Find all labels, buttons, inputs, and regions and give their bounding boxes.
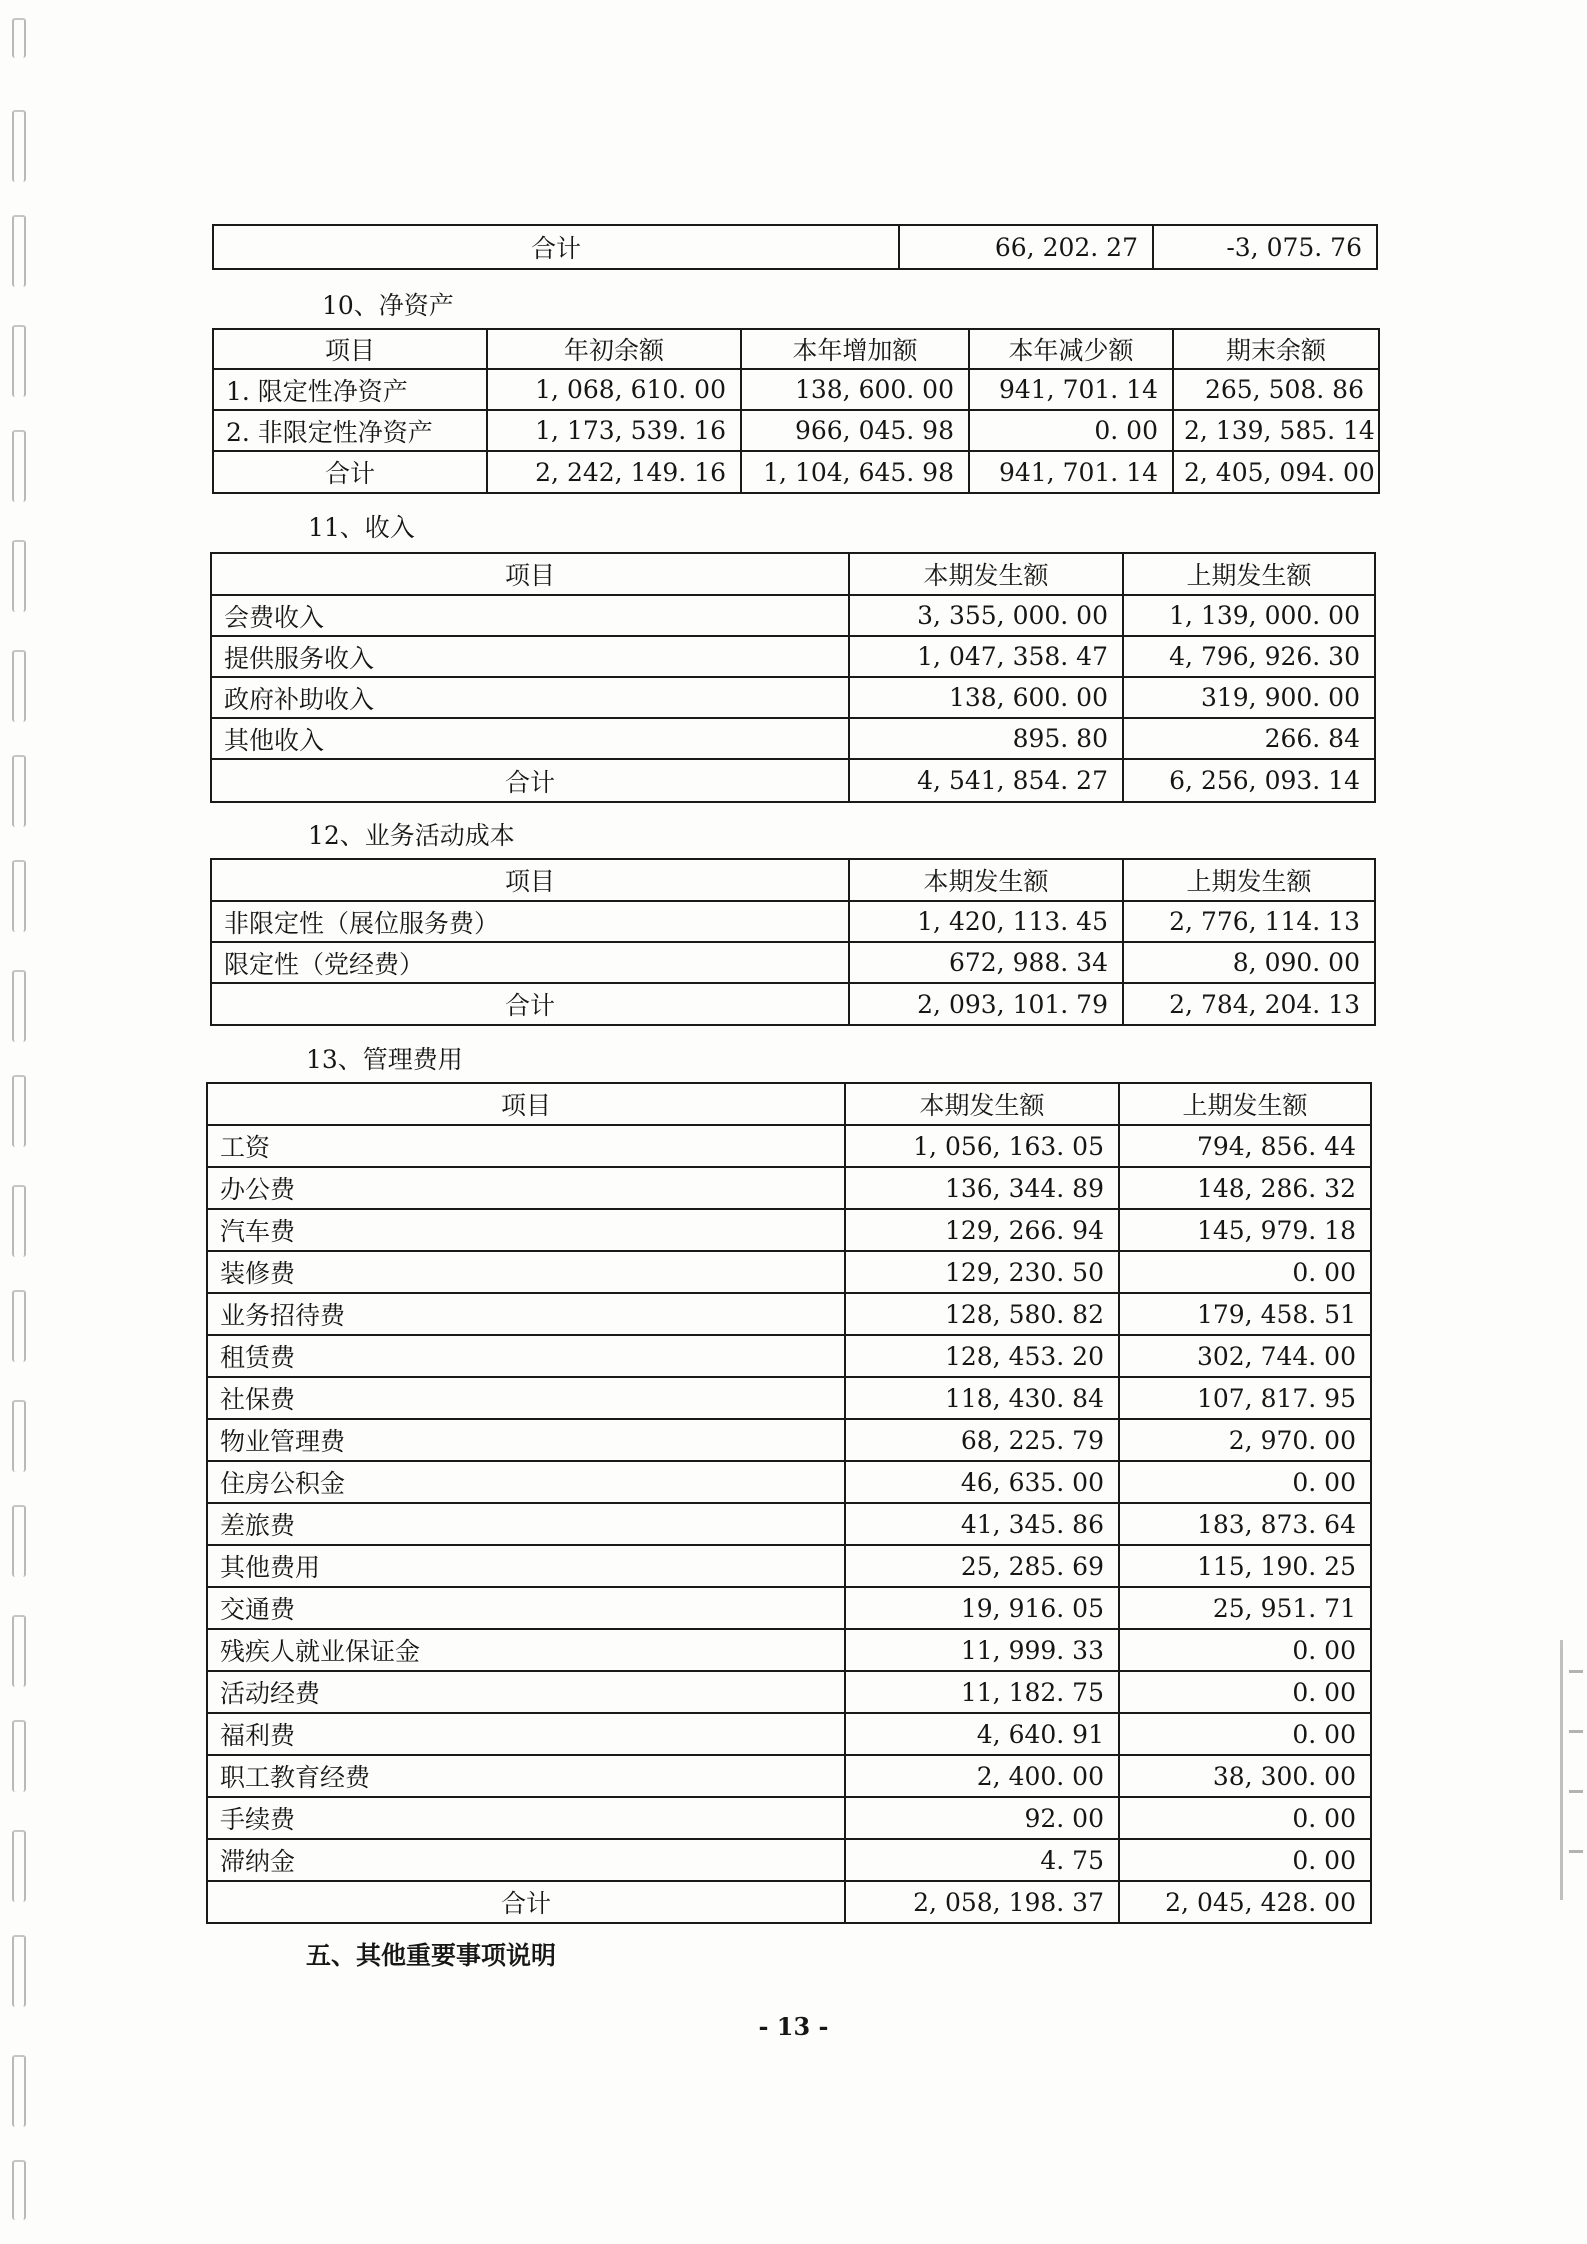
cell-value: 68, 225. 79 — [845, 1419, 1119, 1461]
prior-table-total — [212, 224, 1378, 270]
cell-value: 8, 090. 00 — [1123, 942, 1375, 983]
cell-value: 136, 344. 89 — [845, 1167, 1119, 1209]
row-label: 业务招待费 — [207, 1293, 845, 1335]
cell-value: 941, 701. 14 — [969, 369, 1173, 410]
cell-value: 0. 00 — [1119, 1251, 1371, 1293]
row-label: 合计 — [211, 759, 849, 802]
row-label: 汽车费 — [207, 1209, 845, 1251]
table-row — [207, 1209, 1371, 1251]
table-row — [207, 1419, 1371, 1461]
cell-value: 11, 999. 33 — [845, 1629, 1119, 1671]
table-row — [211, 942, 1375, 983]
table-row — [207, 1545, 1371, 1587]
col-header: 本年减少额 — [969, 329, 1173, 369]
cell-value: 794, 856. 44 — [1119, 1125, 1371, 1167]
cell-value: 129, 266. 94 — [845, 1209, 1119, 1251]
binding-hole-mark — [12, 1935, 26, 2007]
cell-value: 25, 951. 71 — [1119, 1587, 1371, 1629]
binding-hole-mark — [12, 1400, 26, 1472]
binding-hole-mark — [12, 1075, 26, 1147]
binding-hole-mark — [12, 325, 26, 397]
table-row — [207, 1335, 1371, 1377]
admin-expenses-table — [206, 1082, 1372, 1924]
binding-hole-mark — [12, 1505, 26, 1577]
binding-hole-mark — [12, 650, 26, 722]
binding-hole-mark — [12, 1830, 26, 1902]
row-label: 提供服务收入 — [211, 636, 849, 677]
col-header: 期末余额 — [1173, 329, 1379, 369]
cell-value: 138, 600. 00 — [741, 369, 969, 410]
table-row — [207, 1167, 1371, 1209]
cell-value: 0. 00 — [1119, 1713, 1371, 1755]
table-row — [207, 1839, 1371, 1881]
table-total-row — [213, 451, 1379, 493]
cell-value: 672, 988. 34 — [849, 942, 1123, 983]
binding-hole-mark — [12, 970, 26, 1042]
cell-value: 19, 916. 05 — [845, 1587, 1119, 1629]
cell-value: 107, 817. 95 — [1119, 1377, 1371, 1419]
table-row — [207, 1125, 1371, 1167]
table-row — [207, 1713, 1371, 1755]
seam-stamp-mark — [1560, 1640, 1587, 1900]
binding-hole-mark — [12, 540, 26, 612]
table-row — [207, 1293, 1371, 1335]
cell-value: 41, 345. 86 — [845, 1503, 1119, 1545]
cell-value: 25, 285. 69 — [845, 1545, 1119, 1587]
business-cost-table — [210, 858, 1376, 1026]
table-row — [211, 636, 1375, 677]
col-header: 项目 — [211, 553, 849, 595]
table-row — [213, 369, 1379, 410]
col-header: 上期发生额 — [1119, 1083, 1371, 1125]
row-label: 限定性（党经费） — [211, 942, 849, 983]
cell-value: 4. 75 — [845, 1839, 1119, 1881]
row-label: 其他费用 — [207, 1545, 845, 1587]
row-label: 职工教育经费 — [207, 1755, 845, 1797]
row-label: 其他收入 — [211, 718, 849, 759]
table-row — [213, 410, 1379, 451]
cell-value: 0. 00 — [1119, 1839, 1371, 1881]
cell-value: 2, 776, 114. 13 — [1123, 901, 1375, 942]
row-label: 差旅费 — [207, 1503, 845, 1545]
cell-value: 302, 744. 00 — [1119, 1335, 1371, 1377]
row-label: 会费收入 — [211, 595, 849, 636]
cell-value: 1, 047, 358. 47 — [849, 636, 1123, 677]
cell-value: 118, 430. 84 — [845, 1377, 1119, 1419]
col-header: 本期发生额 — [845, 1083, 1119, 1125]
section-heading-other-matters: 五、其他重要事项说明 — [306, 1941, 557, 1970]
section-heading-net-assets: 10、净资产 — [322, 291, 454, 320]
section-heading-business-cost: 12、业务活动成本 — [308, 821, 515, 850]
cell-value: 0. 00 — [1119, 1461, 1371, 1503]
cell-value: 0. 00 — [1119, 1797, 1371, 1839]
col-header: 本期发生额 — [849, 859, 1123, 901]
binding-hole-mark — [12, 1290, 26, 1362]
table-header-row — [211, 553, 1375, 595]
cell-value: 2, 242, 149. 16 — [487, 451, 741, 493]
row-label: 租赁费 — [207, 1335, 845, 1377]
cell-value: 4, 796, 926. 30 — [1123, 636, 1375, 677]
binding-hole-mark — [12, 18, 26, 58]
cell-value: 0. 00 — [1119, 1629, 1371, 1671]
col-header: 本年增加额 — [741, 329, 969, 369]
row-label: 合计 — [211, 983, 849, 1025]
row-label: 残疾人就业保证金 — [207, 1629, 845, 1671]
table-row — [211, 718, 1375, 759]
cell-value: 11, 182. 75 — [845, 1671, 1119, 1713]
cell-value: 183, 873. 64 — [1119, 1503, 1371, 1545]
cell-value: 0. 00 — [1119, 1671, 1371, 1713]
binding-hole-mark — [12, 860, 26, 932]
table-row — [207, 1755, 1371, 1797]
table-total-row — [211, 983, 1375, 1025]
cell-value: 2, 058, 198. 37 — [845, 1881, 1119, 1923]
cell-value: 38, 300. 00 — [1119, 1755, 1371, 1797]
row-label: 非限定性（展位服务费） — [211, 901, 849, 942]
table-row — [211, 595, 1375, 636]
cell-value: 4, 541, 854. 27 — [849, 759, 1123, 802]
binding-hole-mark — [12, 110, 26, 182]
cell-value: 0. 00 — [969, 410, 1173, 451]
cell-value: 1, 173, 539. 16 — [487, 410, 741, 451]
row-label: 合计 — [213, 451, 487, 493]
binding-hole-mark — [12, 215, 26, 287]
col-header: 上期发生额 — [1123, 553, 1375, 595]
cell-value: 3, 355, 000. 00 — [849, 595, 1123, 636]
page-number: - 13 - — [758, 2012, 829, 2041]
binding-hole-mark — [12, 2160, 26, 2220]
row-label: 1. 限定性净资产 — [213, 369, 487, 410]
total-label: 合计 — [213, 225, 899, 269]
table-row — [207, 1377, 1371, 1419]
cell-value: 2, 970. 00 — [1119, 1419, 1371, 1461]
cell-value: 115, 190. 25 — [1119, 1545, 1371, 1587]
cell-value: 941, 701. 14 — [969, 451, 1173, 493]
cell-value: 138, 600. 00 — [849, 677, 1123, 718]
row-label: 社保费 — [207, 1377, 845, 1419]
row-label: 住房公积金 — [207, 1461, 845, 1503]
section-heading-income: 11、收入 — [308, 513, 415, 542]
table-row — [207, 1629, 1371, 1671]
row-label: 手续费 — [207, 1797, 845, 1839]
table-row — [207, 1797, 1371, 1839]
table-header-row — [213, 329, 1379, 369]
cell-value: 1, 420, 113. 45 — [849, 901, 1123, 942]
row-label: 办公费 — [207, 1167, 845, 1209]
row-label: 滞纳金 — [207, 1839, 845, 1881]
cell-value: 1, 104, 645. 98 — [741, 451, 969, 493]
cell-value: 2, 784, 204. 13 — [1123, 983, 1375, 1025]
col-header: 上期发生额 — [1123, 859, 1375, 901]
table-header-row — [211, 859, 1375, 901]
cell-value: 145, 979. 18 — [1119, 1209, 1371, 1251]
binding-hole-mark — [12, 430, 26, 502]
cell-value: 2, 093, 101. 79 — [849, 983, 1123, 1025]
binding-hole-mark — [12, 1720, 26, 1792]
cell-value: 1, 139, 000. 00 — [1123, 595, 1375, 636]
total-value-prior: -3, 075. 76 — [1153, 225, 1377, 269]
cell-value: 895. 80 — [849, 718, 1123, 759]
row-label: 活动经费 — [207, 1671, 845, 1713]
row-label: 装修费 — [207, 1251, 845, 1293]
col-header: 本期发生额 — [849, 553, 1123, 595]
cell-value: 2, 139, 585. 14 — [1173, 410, 1379, 451]
row-label: 合计 — [207, 1881, 845, 1923]
table-row — [207, 1671, 1371, 1713]
cell-value: 128, 580. 82 — [845, 1293, 1119, 1335]
cell-value: 2, 045, 428. 00 — [1119, 1881, 1371, 1923]
income-table — [210, 552, 1376, 803]
cell-value: 129, 230. 50 — [845, 1251, 1119, 1293]
table-total-row — [207, 1881, 1371, 1923]
table-row — [211, 677, 1375, 718]
binding-hole-mark — [12, 1185, 26, 1257]
cell-value: 46, 635. 00 — [845, 1461, 1119, 1503]
col-header: 项目 — [207, 1083, 845, 1125]
binding-hole-mark — [12, 2055, 26, 2127]
cell-value: 2, 405, 094. 00 — [1173, 451, 1379, 493]
cell-value: 92. 00 — [845, 1797, 1119, 1839]
cell-value: 319, 900. 00 — [1123, 677, 1375, 718]
cell-value: 6, 256, 093. 14 — [1123, 759, 1375, 802]
table-row — [213, 225, 1377, 269]
binding-hole-mark — [12, 1615, 26, 1687]
net-assets-table — [212, 328, 1380, 494]
col-header: 项目 — [211, 859, 849, 901]
cell-value: 1, 056, 163. 05 — [845, 1125, 1119, 1167]
row-label: 2. 非限定性净资产 — [213, 410, 487, 451]
row-label: 福利费 — [207, 1713, 845, 1755]
table-row — [207, 1587, 1371, 1629]
col-header: 年初余额 — [487, 329, 741, 369]
cell-value: 2, 400. 00 — [845, 1755, 1119, 1797]
binding-hole-mark — [12, 755, 26, 827]
section-heading-admin-expenses: 13、管理费用 — [306, 1045, 463, 1074]
cell-value: 265, 508. 86 — [1173, 369, 1379, 410]
cell-value: 966, 045. 98 — [741, 410, 969, 451]
cell-value: 128, 453. 20 — [845, 1335, 1119, 1377]
table-row — [207, 1503, 1371, 1545]
cell-value: 266. 84 — [1123, 718, 1375, 759]
row-label: 工资 — [207, 1125, 845, 1167]
cell-value: 148, 286. 32 — [1119, 1167, 1371, 1209]
total-value-current: 66, 202. 27 — [899, 225, 1153, 269]
table-row — [207, 1461, 1371, 1503]
col-header: 项目 — [213, 329, 487, 369]
table-row — [207, 1251, 1371, 1293]
row-label: 物业管理费 — [207, 1419, 845, 1461]
table-total-row — [211, 759, 1375, 802]
row-label: 交通费 — [207, 1587, 845, 1629]
cell-value: 1, 068, 610. 00 — [487, 369, 741, 410]
cell-value: 4, 640. 91 — [845, 1713, 1119, 1755]
table-row — [211, 901, 1375, 942]
cell-value: 179, 458. 51 — [1119, 1293, 1371, 1335]
table-header-row — [207, 1083, 1371, 1125]
row-label: 政府补助收入 — [211, 677, 849, 718]
